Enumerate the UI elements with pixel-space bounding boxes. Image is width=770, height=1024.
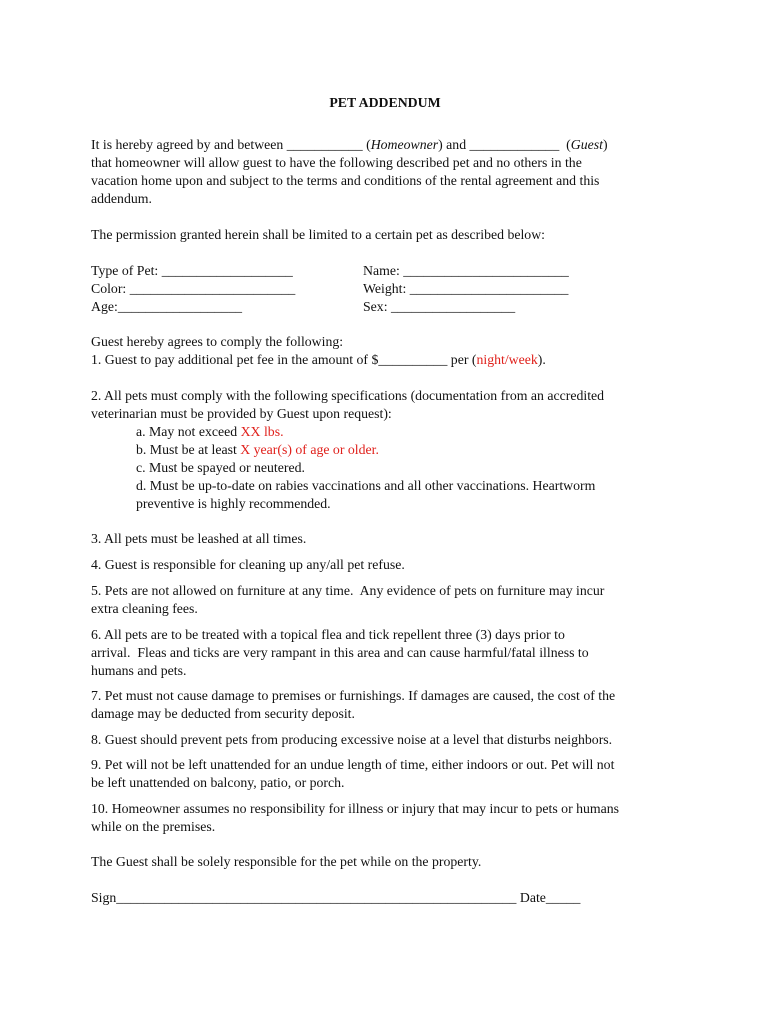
item-2b: b. Must be at least X year(s) of age or older. [136, 442, 379, 457]
item-6-line-2: arrival. Fleas and ticks are very rampant in this area and can cause harmful/fatal illness to [91, 645, 589, 660]
pet-age-field: Age:__________________ [91, 299, 242, 314]
homeowner-term: Homeowner [370, 137, 439, 152]
pet-color-field: Color: ________________________ [91, 281, 296, 296]
item-10-line-1: 10. Homeowner assumes no responsibility for illness or injury that may incur to pets or humans [91, 801, 620, 816]
item-3: 3. All pets must be leashed at all times. [91, 531, 307, 546]
intro-line-2: that homeowner will allow guest to have the following described pet and no others in the [91, 155, 582, 170]
item-10-line-2: while on the premises. [91, 819, 216, 834]
closing-statement: The Guest shall be solely responsible for the pet while on the property. [91, 854, 482, 869]
item-4: 4. Guest is responsible for cleaning up any/all pet refuse. [91, 557, 405, 572]
item-9-line-1: 9. Pet will not be left unattended for an undue length of time, either indoors or out. Pet will not [91, 757, 615, 772]
pet-name-field: Name: ________________________ [363, 263, 569, 278]
intro-line-3: vacation home upon and subject to the terms and conditions of the rental agreement and this [91, 173, 600, 188]
intro-line-4: addendum. [91, 191, 152, 206]
item-7-line-1: 7. Pet must not cause damage to premises or furnishings. If damages are caused, the cost of the [91, 688, 616, 703]
signature-line: Sign__________________________________________________________ Date_____ [91, 890, 581, 905]
item-5-line-2: extra cleaning fees. [91, 601, 198, 616]
age-limit: X year(s) of age or older. [240, 442, 379, 457]
item-7-line-2: damage may be deducted from security deposit. [91, 706, 355, 721]
item-2d-line-2: preventive is highly recommended. [136, 496, 331, 511]
pet-type-field: Type of Pet: ___________________ [91, 263, 293, 278]
item-9-line-2: be left unattended on balcony, patio, or porch. [91, 775, 345, 790]
item-2d-line-1: d. Must be up-to-date on rabies vaccinations and all other vaccinations. Heartworm [136, 478, 596, 493]
weight-limit: XX lbs. [240, 424, 284, 439]
item-5-line-1: 5. Pets are not allowed on furniture at any time. Any evidence of pets on furniture may incur [91, 583, 605, 598]
guest-term: Guest [570, 137, 603, 152]
item-1: 1. Guest to pay additional pet fee in the amount of $__________ per (night/week). [91, 352, 546, 367]
intro-line-1: It is hereby agreed by and between ___________ (Homeowner) and _____________ (Guest) [91, 137, 608, 152]
pet-sex-field: Sex: __________________ [363, 299, 516, 314]
pet-weight-field: Weight: _______________________ [363, 281, 569, 296]
item-2-line-1: 2. All pets must comply with the following specifications (documentation from an accredited [91, 388, 605, 403]
document-title: PET ADDENDUM [329, 95, 441, 110]
comply-intro: Guest hereby agrees to comply the following: [91, 334, 344, 349]
item-2c: c. Must be spayed or neutered. [136, 460, 305, 475]
item-2-line-2: veterinarian must be provided by Guest upon request): [91, 406, 392, 421]
permission-text: The permission granted herein shall be limited to a certain pet as described below: [91, 227, 545, 242]
fee-period: night/week [476, 352, 538, 367]
item-6-line-1: 6. All pets are to be treated with a topical flea and tick repellent three (3) days prior to [91, 627, 565, 642]
item-8: 8. Guest should prevent pets from producing excessive noise at a level that disturbs neighbors. [91, 732, 613, 747]
item-6-line-3: humans and pets. [91, 663, 187, 678]
item-2a: a. May not exceed XX lbs. [136, 424, 284, 439]
